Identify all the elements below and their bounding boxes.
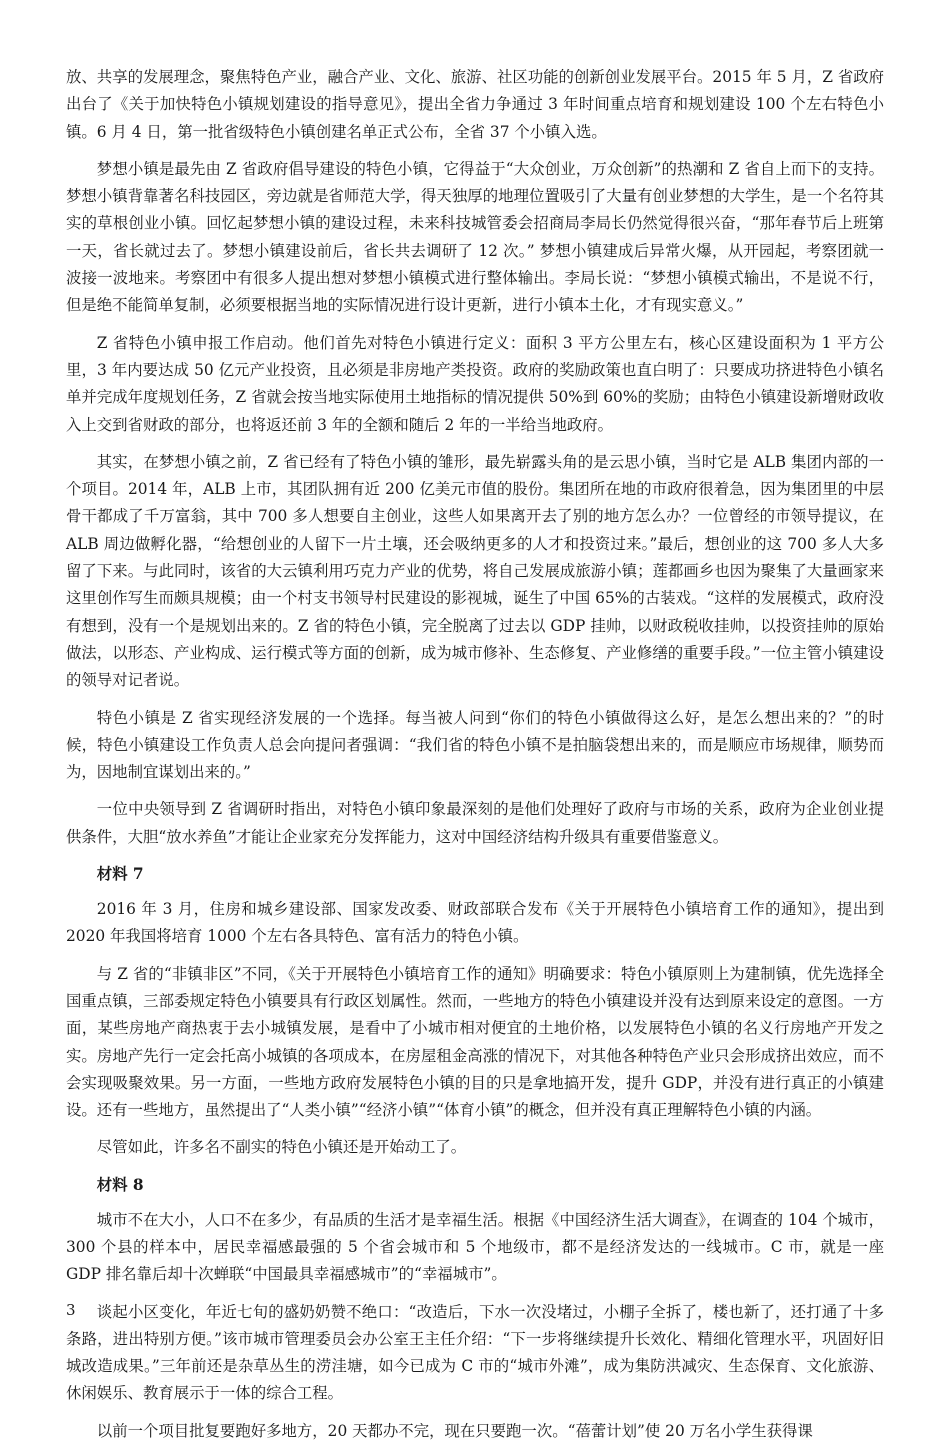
paragraph: 一位中央领导到 Z 省调研时指出，对特色小镇印象最深刻的是他们处理好了政府与市场的关系，政府为企业创业提供条件，大胆“放水养鱼”才能让企业家充分发挥能力，这对中国经济结构升级具有重要借鉴意义。 — [66, 800, 884, 846]
paragraph: 梦想小镇是最先由 Z 省政府倡导建设的特色小镇，它得益于“大众创业，万众创新”的热潮和 Z 省自上而下的支持。梦想小镇背靠著名科技园区，旁边就是省师范大学，得天独厚的地理位置吸引了大量有创业梦想的大学生，是一个名符其实的草根创业小镇。回忆起梦想小镇的建设过程，未来科技城管委会招商局李局长仍然觉得很兴奋，“那年春节后上班第一天，省长就过去了。梦想小镇建设前后，省长共去调研了 12 次。” 梦想小镇建成后异常火爆，从开园起，考察团就一波接一波地来。考察团中有很多人提出想对梦想小镇模式进行整体输出。李局长说：“梦想小镇模式输出，不是说不行，但是绝不能简单复制，必须要根据当地的实际情况进行设计更新，进行小镇本土化，才有现实意义。” — [66, 159, 884, 315]
section-heading: 材料 7 — [96, 865, 144, 884]
paragraph: 2016 年 3 月，住房和城乡建设部、国家发改委、财政部联合发布《关于开展特色小镇培育工作的通知》，提出到 2020 年我国将培育 1000 个左右各具特色、富有活力的特色小镇。 — [66, 900, 884, 946]
paragraph: 特色小镇是 Z 省实现经济发展的一个选择。每当被人问到“你们的特色小镇做得这么好，是怎么想出来的？”的时候，特色小镇建设工作负责人总会向提问者强调：“我们省的特色小镇不是拍脑袋想出来的，而是顺应市场规律，顺势而为，因地制宜谋划出来的。” — [66, 708, 884, 782]
page-number: 3 — [66, 1301, 76, 1319]
paragraph: 与 Z 省的“非镇非区”不同，《关于开展特色小镇培育工作的通知》明确要求：特色小镇原则上为建制镇，优先选择全国重点镇，三部委规定特色小镇要具有行政区划属性。然而，一些地方的特色小镇建设并没有达到原来设定的意图。一方面，某些房地产商热衷于去小城镇发展，是看中了小城市相对便宜的土地价格，以发展特色小镇的名义行房地产开发之实。房地产先行一定会托高小城镇的各项成本，在房屋租金高涨的情况下，对其他各种特色产业只会形成挤出效应，而不会实现吸聚效果。另一方面，一些地方政府发展特色小镇的目的只是拿地搞开发，提升 GDP，并没有进行真正的小镇建设。还有一些地方，虽然提出了“人类小镇”“经济小镇”“体育小镇”的概念，但并没有真正理解特色小镇的内涵。 — [66, 964, 884, 1120]
paragraph: 放、共享的发展理念，聚焦特色产业，融合产业、文化、旅游、社区功能的创新创业发展平台。2015 年 5 月，Z 省政府出台了《关于加快特色小镇规划建设的指导意见》，提出全省力争通过 3 年时间重点培育和规划建设 100 个左右特色小镇。6 月 4 日，第一批省级特色小镇创建名单正式公布，全省 37 个小镇入选。 — [66, 68, 884, 141]
section-heading: 材料 8 — [96, 1175, 144, 1194]
document-page — [66, 64, 884, 1455]
paragraph: 城市不在大小，人口不在多少，有品质的生活才是幸福生活。根据《中国经济生活大调查》，在调查的 104 个城市，300 个县的样本中，居民幸福感最强的 5 个省会城市和 5 个地级市，都不是经济发达的一线城市。C 市，就是一座 GDP 排名靠后却十次蝉联“中国最具幸福感城市”的“幸福城市”。 — [66, 1210, 884, 1284]
paragraph: 其实，在梦想小镇之前，Z 省已经有了特色小镇的雏形，最先崭露头角的是云思小镇，当时它是 ALB 集团内部的一个项目。2014 年，ALB 上市，其团队拥有近 200 亿美元市值的股份。集团所在地的市政府很着急，因为集团里的中层骨干都成了千万富翁，其中 700 多人想要自主创业，这些人如果离开去了别的地方怎么办？一位曾经的市领导提议，在 ALB 周边做孵化器，“给想创业的人留下一片土壤，还会吸纳更多的人才和投资过来。”最后，想创业的这 700 多人大多留了下来。与此同时，该省的大云镇利用巧克力产业的优势，将自己发展成旅游小镇；莲都画乡也因为聚集了大量画家来这里创作写生而颇具规模；由一个村支书领导村民建设的影视城，诞生了中国 65%的古装戏。“这样的发展模式，政府没有想到，没有一个是规划出来的。Z 省的特色小镇，完全脱离了过去以 GDP 挂帅，以财政税收挂帅，以投资挂帅的原始做法，以形态、产业构成、运行模式等方面的创新，成为城市修补、生态修复、产业修缮的重要手段。”一位主管小镇建设的领导对记者说。 — [66, 452, 884, 690]
paragraph: Z 省特色小镇申报工作启动。他们首先对特色小镇进行定义：面积 3 平方公里左右，核心区建设面积为 1 平方公里，3 年内要达成 50 亿元产业投资，且必须是非房地产类投资。政府的奖励政策也直白明了：只要成功挤进特色小镇名单并完成年度规划任务，Z 省就会按当地实际使用土地指标的情况提供 50%到 60%的奖励；由特色小镇建设新增财政收入上交到省财政的部分，也将返还前 3 年的全额和随后 2 年的一半给当地政府。 — [66, 333, 884, 434]
paragraph: 谈起小区变化，年近七旬的盛奶奶赞不绝口：“改造后，下水一次没堵过，小棚子全拆了，楼也新了，还打通了十多条路，进出特别方便。”该市城市管理委员会办公室王主任介绍：“下一步将继续提升长效化、精细化管理水平，巩固好旧城改造成果。”三年前还是杂草丛生的涝洼塘，如今已成为 C 市的“城市外滩”，成为集防洪减灾、生态保育、文化旅游、休闲娱乐、教育展示于一体的综合工程。 — [66, 1302, 884, 1403]
paragraph: 尽管如此，许多名不副实的特色小镇还是开始动工了。 — [96, 1138, 467, 1157]
paragraph: 以前一个项目批复要跑好多地方，20 天都办不完，现在只要跑一次。“蓓蕾计划”使 20 万名小学生获得课 — [96, 1421, 813, 1440]
